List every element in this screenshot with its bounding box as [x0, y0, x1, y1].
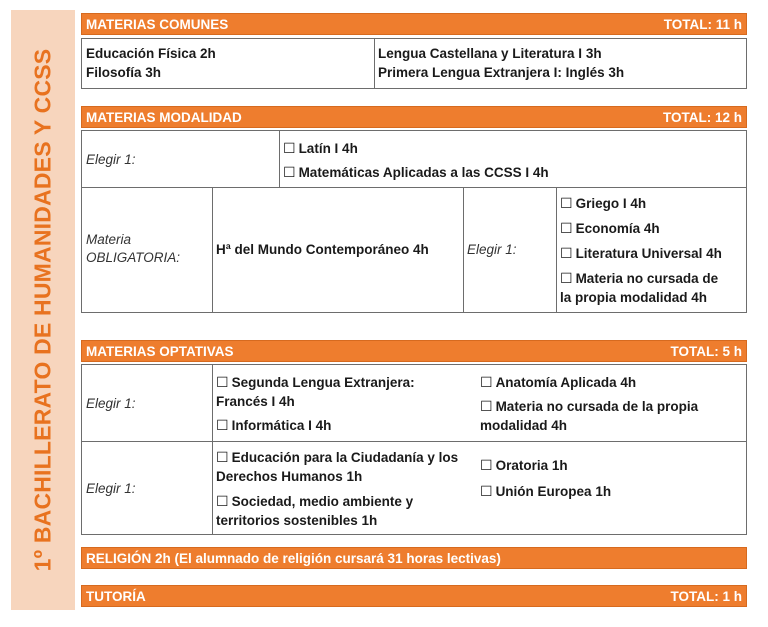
option-ciudadania[interactable]: [216, 448, 458, 467]
modalidad-row2-label: [86, 231, 180, 267]
optativas-row1-label: Elegir 1:: [86, 396, 136, 411]
option-label-cont: Francés I 4h: [216, 394, 295, 409]
subject: Filosofía 3h: [86, 65, 162, 80]
comunes-right-cell: [378, 44, 624, 82]
option-literatura[interactable]: [560, 244, 722, 263]
checkbox-icon[interactable]: ☐: [283, 164, 296, 180]
optativas-total: TOTAL: 5 h: [670, 343, 742, 359]
modalidad-header: [81, 106, 747, 128]
option-matematicas[interactable]: [283, 163, 549, 182]
option-label: Materia no cursada de: [575, 271, 719, 286]
option-label: Literatura Universal 4h: [575, 246, 722, 261]
modalidad-row2-choose-label: Elegir 1:: [467, 242, 517, 257]
option-union-europea[interactable]: [480, 482, 611, 501]
option-label: Unión Europea 1h: [495, 484, 612, 499]
option-label: Oratoria 1h: [495, 458, 568, 473]
modalidad-title: MATERIAS MODALIDAD: [86, 109, 242, 125]
modalidad-mandatory-subject: Hª del Mundo Contemporáneo 4h: [216, 242, 429, 257]
option-segunda-lengua[interactable]: [216, 373, 415, 392]
checkbox-icon[interactable]: ☐: [216, 374, 229, 390]
option-anatomia[interactable]: [480, 373, 698, 392]
option-label: Materia no cursada de la propia: [495, 399, 699, 414]
option-economia[interactable]: [560, 219, 722, 238]
option-label: Latín I 4h: [298, 141, 358, 156]
option-label-cont: territorios sostenibles 1h: [216, 513, 378, 528]
checkbox-icon[interactable]: ☐: [560, 195, 573, 211]
option-label: Griego I 4h: [575, 196, 647, 211]
optativas-header: [81, 340, 747, 362]
modalidad-row2-options: [560, 194, 722, 307]
optativas-row2-col2: [480, 456, 611, 501]
tutoria-title: TUTORÍA: [86, 588, 146, 604]
option-label-cont: Derechos Humanos 1h: [216, 469, 363, 484]
comunes-title: MATERIAS COMUNES: [86, 16, 229, 32]
option-sociedad[interactable]: [216, 492, 458, 511]
comunes-total: TOTAL: 11 h: [663, 16, 742, 32]
checkbox-icon[interactable]: ☐: [216, 449, 229, 465]
optativas-row1-col1: [216, 373, 415, 435]
subject: Primera Lengua Extranjera I: Inglés 3h: [378, 65, 625, 80]
subject: Lengua Castellana y Literatura I 3h: [378, 46, 602, 61]
optativas-row1-col2: [480, 373, 698, 435]
checkbox-icon[interactable]: ☐: [560, 245, 573, 261]
option-label: Matemáticas Aplicadas a las CCSS I 4h: [298, 165, 549, 180]
option-griego[interactable]: [560, 194, 722, 213]
subject: Educación Física 2h: [86, 46, 216, 61]
modalidad-total: TOTAL: 12 h: [662, 109, 742, 125]
modalidad-row1-options: [283, 139, 549, 182]
tutoria-header: [81, 585, 747, 607]
tutoria-total: TOTAL: 1 h: [670, 588, 742, 604]
checkbox-icon[interactable]: ☐: [560, 270, 573, 286]
religion-bar: [81, 547, 747, 569]
comunes-header: [81, 13, 747, 35]
checkbox-icon[interactable]: ☐: [560, 220, 573, 236]
side-title: 1º BACHILLERATO DE HUMANIDADES Y CCSS: [29, 48, 56, 572]
optativas-table: [81, 364, 747, 535]
label-line: Materia: [86, 232, 132, 247]
option-label: Economía 4h: [575, 221, 660, 236]
option-label: Anatomía Aplicada 4h: [495, 375, 637, 390]
checkbox-icon[interactable]: ☐: [480, 483, 493, 499]
option-label: Educación para la Ciudadanía y los: [231, 450, 459, 465]
option-oratoria[interactable]: [480, 456, 611, 475]
option-no-cursada[interactable]: [560, 269, 722, 288]
option-label: Informática I 4h: [231, 418, 332, 433]
checkbox-icon[interactable]: ☐: [216, 417, 229, 433]
checkbox-icon[interactable]: ☐: [480, 457, 493, 473]
checkbox-icon[interactable]: ☐: [216, 493, 229, 509]
option-informatica[interactable]: [216, 416, 415, 435]
checkbox-icon[interactable]: ☐: [283, 140, 296, 156]
option-no-cursada[interactable]: [480, 397, 698, 416]
option-latin[interactable]: [283, 139, 549, 158]
option-label-cont: modalidad 4h: [480, 418, 568, 433]
label-line: OBLIGATORIA:: [86, 250, 181, 265]
religion-text: RELIGIÓN 2h (El alumnado de religión cursará 31 horas lectivas): [86, 550, 501, 566]
comunes-left-cell: [86, 44, 216, 82]
optativas-row2-label: Elegir 1:: [86, 481, 136, 496]
option-label: Segunda Lengua Extranjera:: [231, 375, 415, 390]
modalidad-row1-label: Elegir 1:: [86, 152, 136, 167]
optativas-title: MATERIAS OPTATIVAS: [86, 343, 234, 359]
option-label-cont: la propia modalidad 4h: [560, 290, 708, 305]
option-label: Sociedad, medio ambiente y: [231, 494, 414, 509]
comunes-table: [81, 38, 747, 89]
optativas-row2-col1: [216, 448, 458, 530]
checkbox-icon[interactable]: ☐: [480, 398, 493, 414]
modalidad-table: [81, 130, 747, 313]
checkbox-icon[interactable]: ☐: [480, 374, 493, 390]
